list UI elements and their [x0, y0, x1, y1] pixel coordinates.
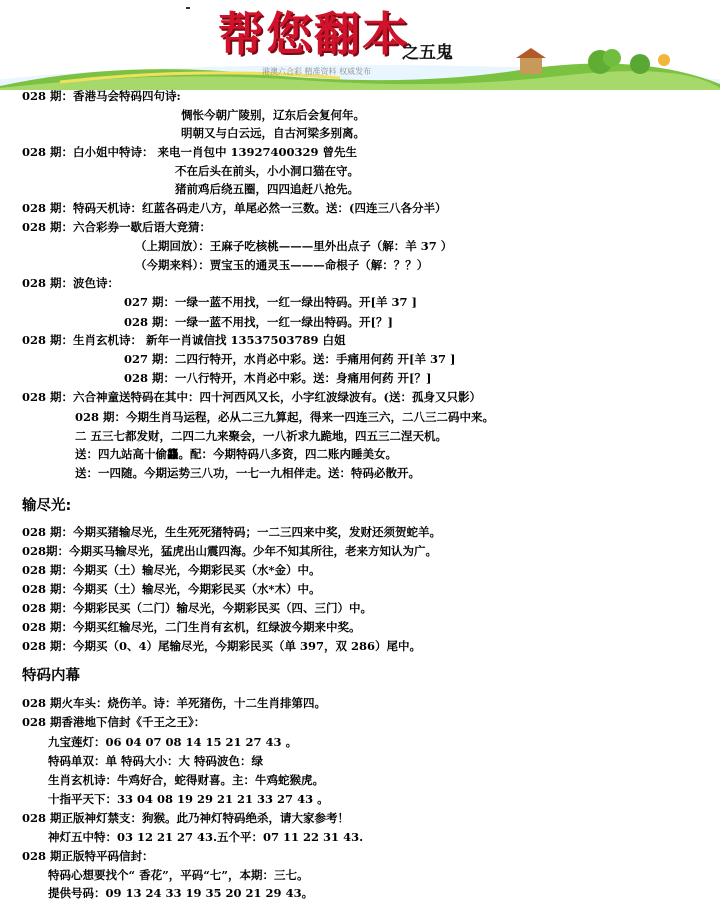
text-line: 特码心想要找个“ 香花”，平码“七”，本期：三七。: [48, 868, 309, 882]
text-line: 027 期：二四行特开，水肖必中彩。送：手痛用何药 开[羊 37 ]: [124, 352, 456, 366]
top-mark: [186, 7, 190, 9]
text-line: （今期来料）：贾宝玉的通灵玉———命根子（解：？？）: [135, 258, 429, 272]
banner-title: 帮您翻本: [218, 7, 410, 61]
text-line: （上期回放）：王麻子吃核桃———里外出点子（解：羊 37 ）: [135, 239, 453, 253]
section-heading: 特码内幕: [22, 668, 80, 684]
text-line: 028 期：白小姐中特诗： 来电一肖包中 13927400329 曾先生: [22, 145, 358, 159]
banner-subtitle: 之五鬼: [402, 43, 453, 63]
text-line: 028 期：今期买红输尽光，二门生肖有玄机，红绿波今期来中奖。: [22, 620, 361, 634]
text-line: 028 期：一八行特开，木肖必中彩。送：身痛用何药 开[？]: [124, 371, 432, 385]
banner: [0, 0, 720, 90]
section-heading: 输尽光:: [22, 498, 72, 514]
text-line: 028 期：香港马会特码四句诗:: [22, 89, 181, 103]
text-line: 028 期：今期生肖马运程，必从二三九算起，得来一四连三六，二八三二码中来。: [75, 410, 495, 424]
text-line: 028 期：今期买（土）输尽光，今期彩民买（水*金）中。: [22, 563, 321, 577]
text-line: 神灯五中特：03 12 21 27 43.五个平：07 11 22 31 43.: [48, 830, 364, 844]
text-line: 028 期：今期买猪输尽光，生生死死猪特码；一二三四来中奖，发财还须贺蛇羊。: [22, 525, 442, 539]
text-line: 028 期：今期买（0、4）尾输尽光，今期彩民买（单 397，双 286）尾中。: [22, 639, 422, 653]
text-line: 028期：今期买马输尽光，猛虎出山震四海。少年不知其所往，老来方知认为广。: [22, 544, 438, 558]
text-line: 028 期香港地下信封《千王之王》：: [22, 715, 206, 729]
text-line: 不在后头在前头，小小洞口猫在守。: [175, 164, 359, 178]
text-line: 明朝又与白云远，自古河梁多别离。: [181, 126, 365, 140]
text-line: 028 期：特码天机诗：红蓝各码走八方，单尾必然一三数。送：(四连三八各分半）: [22, 201, 447, 215]
text-line: 十指平天下：33 04 08 19 29 21 21 33 27 43 。: [48, 792, 329, 806]
banner-caption: 港澳六合彩 精准资料 权威发布: [262, 67, 372, 76]
text-line: 028 期：生肖玄机诗： 新年一肖诚信找 13537503789 白姐: [22, 333, 346, 347]
text-line: 送：四九站高十偷龘。配：今期特码八多资，四二账内睡美女。: [75, 447, 397, 461]
text-line: 028 期：今期彩民买（二门）输尽光，今期彩民买（四、三门）中。: [22, 601, 373, 615]
text-line: 028 期：六合彩券一歇后语大竞猜：: [22, 220, 212, 234]
text-line: 028 期：六合神童送特码在其中：四十河西风又长，小字红波绿波有。(送：孤身又只影）: [22, 390, 481, 404]
text-line: 二 五三七都发财，二四二九来聚会，一八祈求九跪地，四五三二涅天机。: [75, 429, 447, 443]
text-line: 猪前鸡后绕五圈，四四追赶八抢先。: [175, 182, 359, 196]
text-line: 九宝莲灯：06 04 07 08 14 15 21 27 43 。: [48, 735, 298, 749]
text-line: 特码单双：单 特码大小：大 特码波色：绿: [48, 754, 264, 768]
text-line: 惆怅今朝广陵别，辽东后会复何年。: [181, 108, 365, 122]
text-line: 028 期：今期买（土）输尽光，今期彩民买（水*木）中。: [22, 582, 321, 596]
text-line: 028 期：波色诗：: [22, 276, 120, 290]
text-line: 027 期：一绿一蓝不用找，一红一绿出特码。开[羊 37 ]: [124, 295, 417, 309]
text-line: 028 期火车头：烧伤羊。诗：羊死猪伤，十二生肖排第四。: [22, 696, 327, 710]
text-line: 生肖玄机诗：牛鸡好合，蛇得财喜。主：牛鸡蛇猴虎。: [48, 773, 324, 787]
text-line: 送：一四随。今期运势三八功，一七一九相伴走。送：特码必散开。: [75, 466, 420, 480]
text-line: 028 期正版神灯禁支：狗猴。此乃神灯特码绝杀，请大家参考！: [22, 811, 350, 825]
text-line: 028 期正版特平码信封：: [22, 849, 154, 863]
text-line: 提供号码：09 13 24 33 19 35 20 21 29 43。: [48, 886, 314, 900]
text-line: 028 期：一绿一蓝不用找，一红一绿出特码。开[？]: [124, 315, 393, 329]
